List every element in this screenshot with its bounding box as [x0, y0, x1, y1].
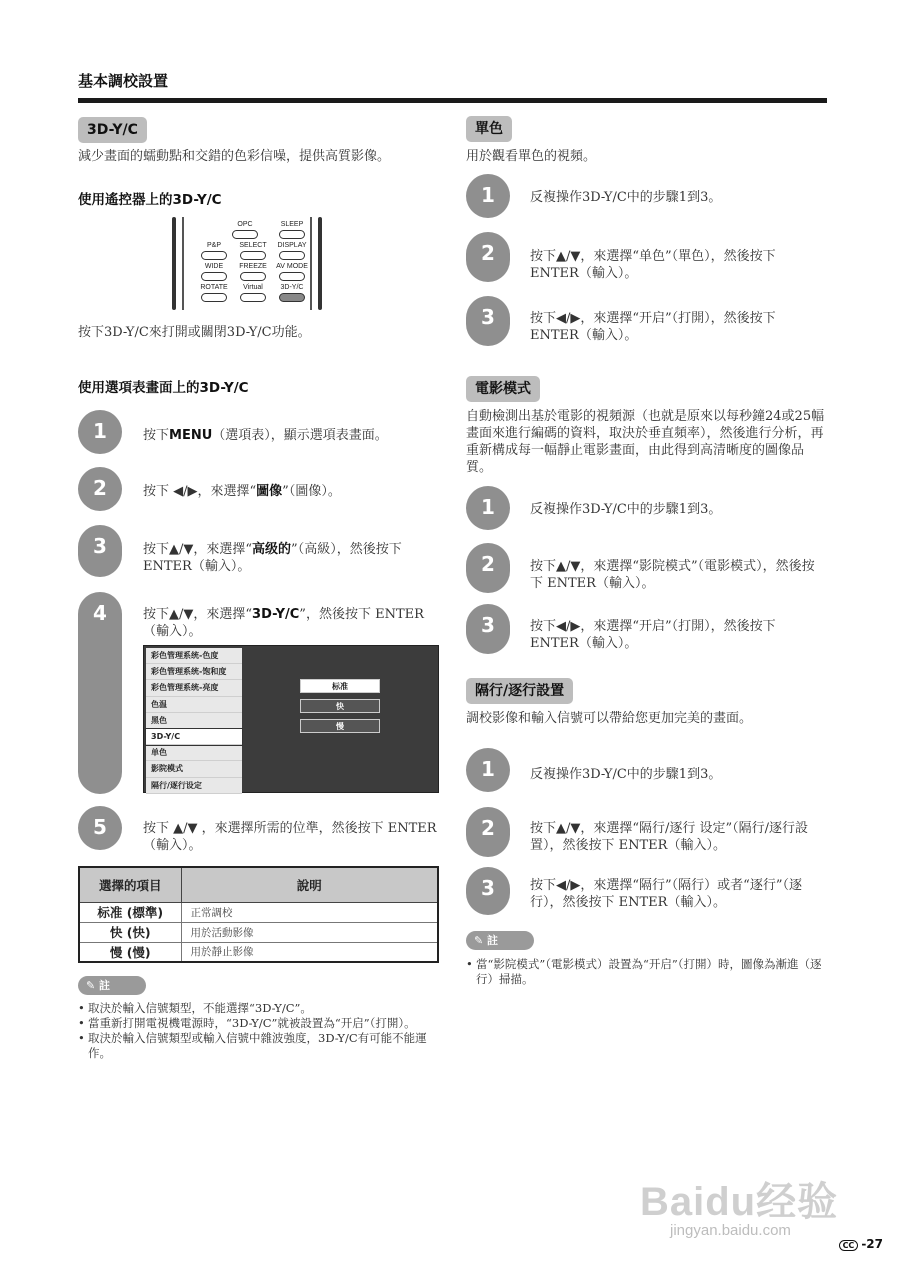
step-text: 按下 ◀/▶，來選擇“圖像”（圖像）。 — [143, 484, 341, 499]
note-item: • 取決於輸入信號類型或輸入信號中雜波強度，3D-Y/C有可能不能運作。 — [78, 1031, 443, 1061]
note-tag: ✎ 註 — [466, 931, 534, 950]
table-row — [79, 942, 438, 962]
note-item: • 當“影院模式”（電影模式）設置為“开启”（打開）時，圖像為漸進（逐行）掃描。 — [466, 957, 828, 987]
remote-label-3dyc: 3D-Y/C — [280, 284, 304, 291]
table-header: 選擇的項目 — [79, 867, 181, 902]
step-badge: 4 — [78, 592, 122, 794]
step-badge: 3 — [466, 867, 510, 915]
cc-icon: CC — [839, 1240, 859, 1251]
note-list — [466, 957, 828, 987]
step-text: 按下▲/▼，來選擇“高级的”（高級），然後按下 ENTER（輸入）。 — [143, 542, 402, 574]
remote-label-rotate: ROTATE — [200, 284, 228, 291]
section-desc-film: 自動檢測出基於電影的視頻源（也就是原來以每秒鐘24或25幅畫面來進行編碼的資料，取決於垂直頻率），然後進行分析，再重新構成每一幅靜止電影畫面，由此得到高清晰度的圖像品質。 — [466, 409, 825, 475]
remote-illustration — [172, 217, 322, 310]
step-badge: 3 — [78, 525, 122, 577]
table-cell-item: 快 (快) — [79, 922, 181, 942]
note-tag: ✎ 註 — [78, 976, 146, 995]
step-badge: 2 — [78, 467, 122, 511]
remote-caption: 按下3D-Y/C來打開或關閉3D-Y/C功能。 — [78, 325, 311, 340]
step-text: 按下▲/▼，來選擇“3D-Y/C”，然後按下 ENTER（輸入）。 — [143, 607, 424, 639]
pencil-icon: ✎ — [86, 979, 100, 992]
menu-item[interactable]: 彩色管理系统-亮度 — [146, 680, 242, 696]
pp-button[interactable] — [201, 251, 227, 260]
menu-item[interactable]: 彩色管理系统-色度 — [146, 648, 242, 664]
step-badge: 2 — [466, 543, 510, 593]
display-button[interactable] — [279, 251, 305, 260]
table-cell-item: 慢 (慢) — [79, 942, 181, 962]
table-row — [79, 922, 438, 942]
step-badge: 2 — [466, 232, 510, 282]
section-pill-film: 電影模式 — [466, 376, 540, 402]
step-badge: 1 — [466, 486, 510, 530]
table-cell-desc: 正常調校 — [181, 902, 438, 922]
step-text: 按下▲/▼，來選擇“影院模式”（電影模式），然後按下 ENTER（輸入）。 — [530, 559, 815, 591]
baidu-watermark — [640, 1140, 850, 1240]
step-text: 按下▲/▼，來選擇“隔行/逐行 设定”（隔行/逐行設置），然後按下 ENTER（輸入）。 — [530, 821, 809, 853]
remote-label-freeze: FREEZE — [239, 263, 267, 270]
step-text: 按下◀/▶，來選擇“开启”（打開），然後按下 ENTER（輸入）。 — [530, 619, 776, 651]
step-badge: 1 — [466, 748, 510, 792]
menu-item[interactable]: 色温 — [146, 697, 242, 713]
remote-label-pp: P&P — [206, 242, 221, 249]
remote-heading: 使用遙控器上的3D-Y/C — [78, 192, 222, 208]
menu-item[interactable]: 隔行/逐行设定 — [146, 778, 242, 794]
menu-item[interactable]: 影院模式 — [146, 761, 242, 777]
section-pill-3dyc: 3D-Y/C — [78, 117, 147, 143]
watermark-brand: Baidu经验 — [640, 1180, 839, 1224]
table-row — [79, 902, 438, 922]
3dyc-button[interactable] — [279, 293, 305, 302]
step-text: 反複操作3D-Y/C中的步驟1到3。 — [530, 190, 722, 205]
step-text: 按下◀/▶，來選擇“开启”（打開），然後按下 ENTER（輸入）。 — [530, 311, 776, 343]
section-pill-mono: 單色 — [466, 116, 512, 142]
pencil-icon: ✎ — [474, 934, 488, 947]
menu-option-slow[interactable]: 慢 — [300, 719, 380, 733]
page-section-title: 基本調校設置 — [78, 72, 169, 90]
step-text: 按下◀/▶，來選擇“隔行”（隔行）或者“逐行”（逐行），然後按下 ENTER（輸入）。 — [530, 878, 802, 910]
menu-option-standard[interactable]: 标准 — [300, 679, 380, 693]
remote-label-av-mode: AV MODE — [276, 263, 308, 270]
section-desc-progressive: 調校影像和輸入信號可以帶給您更加完美的畫面。 — [466, 711, 753, 726]
menu-item[interactable]: 单色 — [146, 745, 242, 761]
step-text: 按下 ▲/▼ ，來選擇所需的位準，然後按下 ENTER（輸入）。 — [143, 821, 437, 853]
section-pill-progressive: 隔行/逐行設置 — [466, 678, 573, 704]
step-text: 按下MENU（選項表），顯示選項表畫面。 — [143, 428, 388, 443]
step-text: 反複操作3D-Y/C中的步驟1到3。 — [530, 767, 722, 782]
menu-item[interactable]: 彩色管理系统-饱和度 — [146, 664, 242, 680]
av-mode-button[interactable] — [279, 272, 305, 281]
select-button[interactable] — [240, 251, 266, 260]
menu-screenshot — [143, 645, 439, 793]
section-desc-mono: 用於觀看單色的視頻。 — [466, 149, 597, 164]
table-cell-desc: 用於活動影像 — [181, 922, 438, 942]
page-number: CC -27 — [839, 1237, 883, 1251]
remote-label-select: SELECT — [239, 242, 267, 249]
step-text: 反複操作3D-Y/C中的步驟1到3。 — [530, 502, 722, 517]
remote-label-virtual: Virtual — [243, 284, 263, 291]
note-item: • 取決於輸入信號類型，不能選擇“3D-Y/C”。 — [78, 1001, 443, 1016]
note-list — [78, 1001, 443, 1061]
header-rule — [78, 98, 827, 103]
table-header: 說明 — [181, 867, 438, 902]
menu-item-selected[interactable]: 3D-Y/C — [146, 729, 242, 745]
table-cell-item: 标准 (標準) — [79, 902, 181, 922]
rotate-button[interactable] — [201, 293, 227, 302]
menu-option-fast[interactable]: 快 — [300, 699, 380, 713]
section-desc-3dyc: 減少畫面的蠕動點和交錯的色彩信噪，提供高質影像。 — [78, 149, 391, 164]
step-badge: 5 — [78, 806, 122, 850]
step-badge: 3 — [466, 296, 510, 346]
sleep-button[interactable] — [279, 230, 305, 239]
step-badge: 2 — [466, 807, 510, 857]
wide-button[interactable] — [201, 272, 227, 281]
freeze-button[interactable] — [240, 272, 266, 281]
watermark-url: jingyan.baidu.com — [670, 1222, 791, 1239]
step-text: 按下▲/▼，來選擇“单色”（單色），然後按下 ENTER（輸入）。 — [530, 249, 776, 281]
options-table — [78, 866, 439, 963]
remote-label-display: DISPLAY — [277, 242, 307, 249]
step-badge: 1 — [466, 174, 510, 218]
remote-label-opc: OPC — [237, 221, 253, 228]
virtual-button[interactable] — [240, 293, 266, 302]
remote-label-sleep: SLEEP — [280, 221, 304, 228]
step-badge: 3 — [466, 604, 510, 654]
note-item: • 當重新打開電視機電源時，“3D-Y/C”就被設置為“开启”（打開）。 — [78, 1016, 443, 1031]
menu-item[interactable]: 黑色 — [146, 713, 242, 729]
opc-button[interactable] — [232, 230, 258, 239]
remote-label-wide: WIDE — [204, 263, 224, 270]
step-badge: 1 — [78, 410, 122, 454]
table-cell-desc: 用於靜止影像 — [181, 942, 438, 962]
menu-heading: 使用選項表畫面上的3D-Y/C — [78, 380, 249, 396]
menu-list — [146, 648, 242, 794]
